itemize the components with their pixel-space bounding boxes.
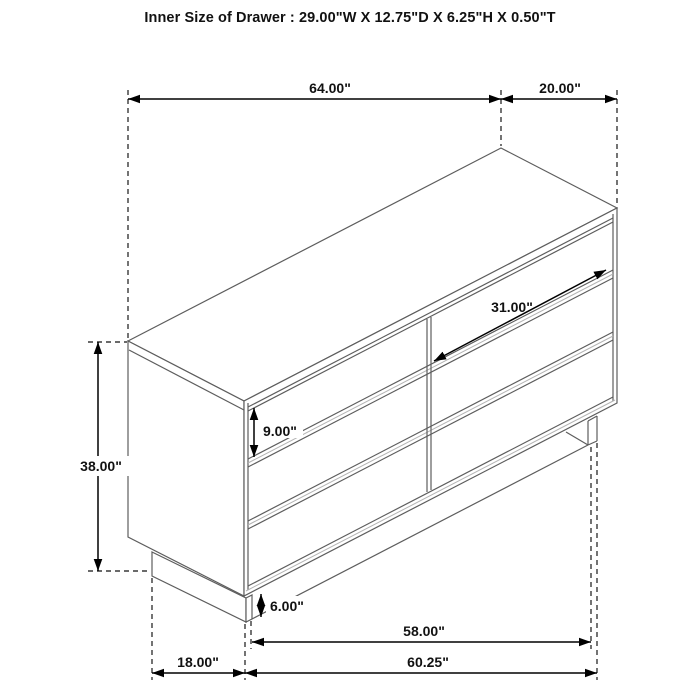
dresser-cabinet xyxy=(128,148,617,596)
dim-top-width-label: 64.00" xyxy=(309,80,351,96)
dim-top-width xyxy=(128,80,501,99)
dim-base-side-depth-label: 18.00" xyxy=(177,654,219,670)
dim-bottom-width-label: 60.25" xyxy=(407,654,449,670)
dim-drawer-front-height-label: 9.00" xyxy=(263,423,297,439)
dim-base-height-label: 6.00" xyxy=(270,598,304,614)
dim-top-depth-label: 20.00" xyxy=(539,80,581,96)
dim-drawer-front-width-label: 31.00" xyxy=(491,299,533,315)
dim-overall-height xyxy=(72,342,130,571)
dim-bottom-width xyxy=(245,654,597,673)
dim-base-side-depth xyxy=(152,654,245,673)
dim-base-front-width-label: 58.00" xyxy=(403,623,445,639)
drawing-title: Inner Size of Drawer : 29.00"W X 12.75"D X 6.25"H X 0.50"T xyxy=(144,10,556,26)
dim-overall-height-label: 38.00" xyxy=(80,458,122,474)
dim-top-depth xyxy=(501,80,617,99)
dim-base-height xyxy=(261,594,308,617)
dim-base-front-width xyxy=(252,623,591,642)
